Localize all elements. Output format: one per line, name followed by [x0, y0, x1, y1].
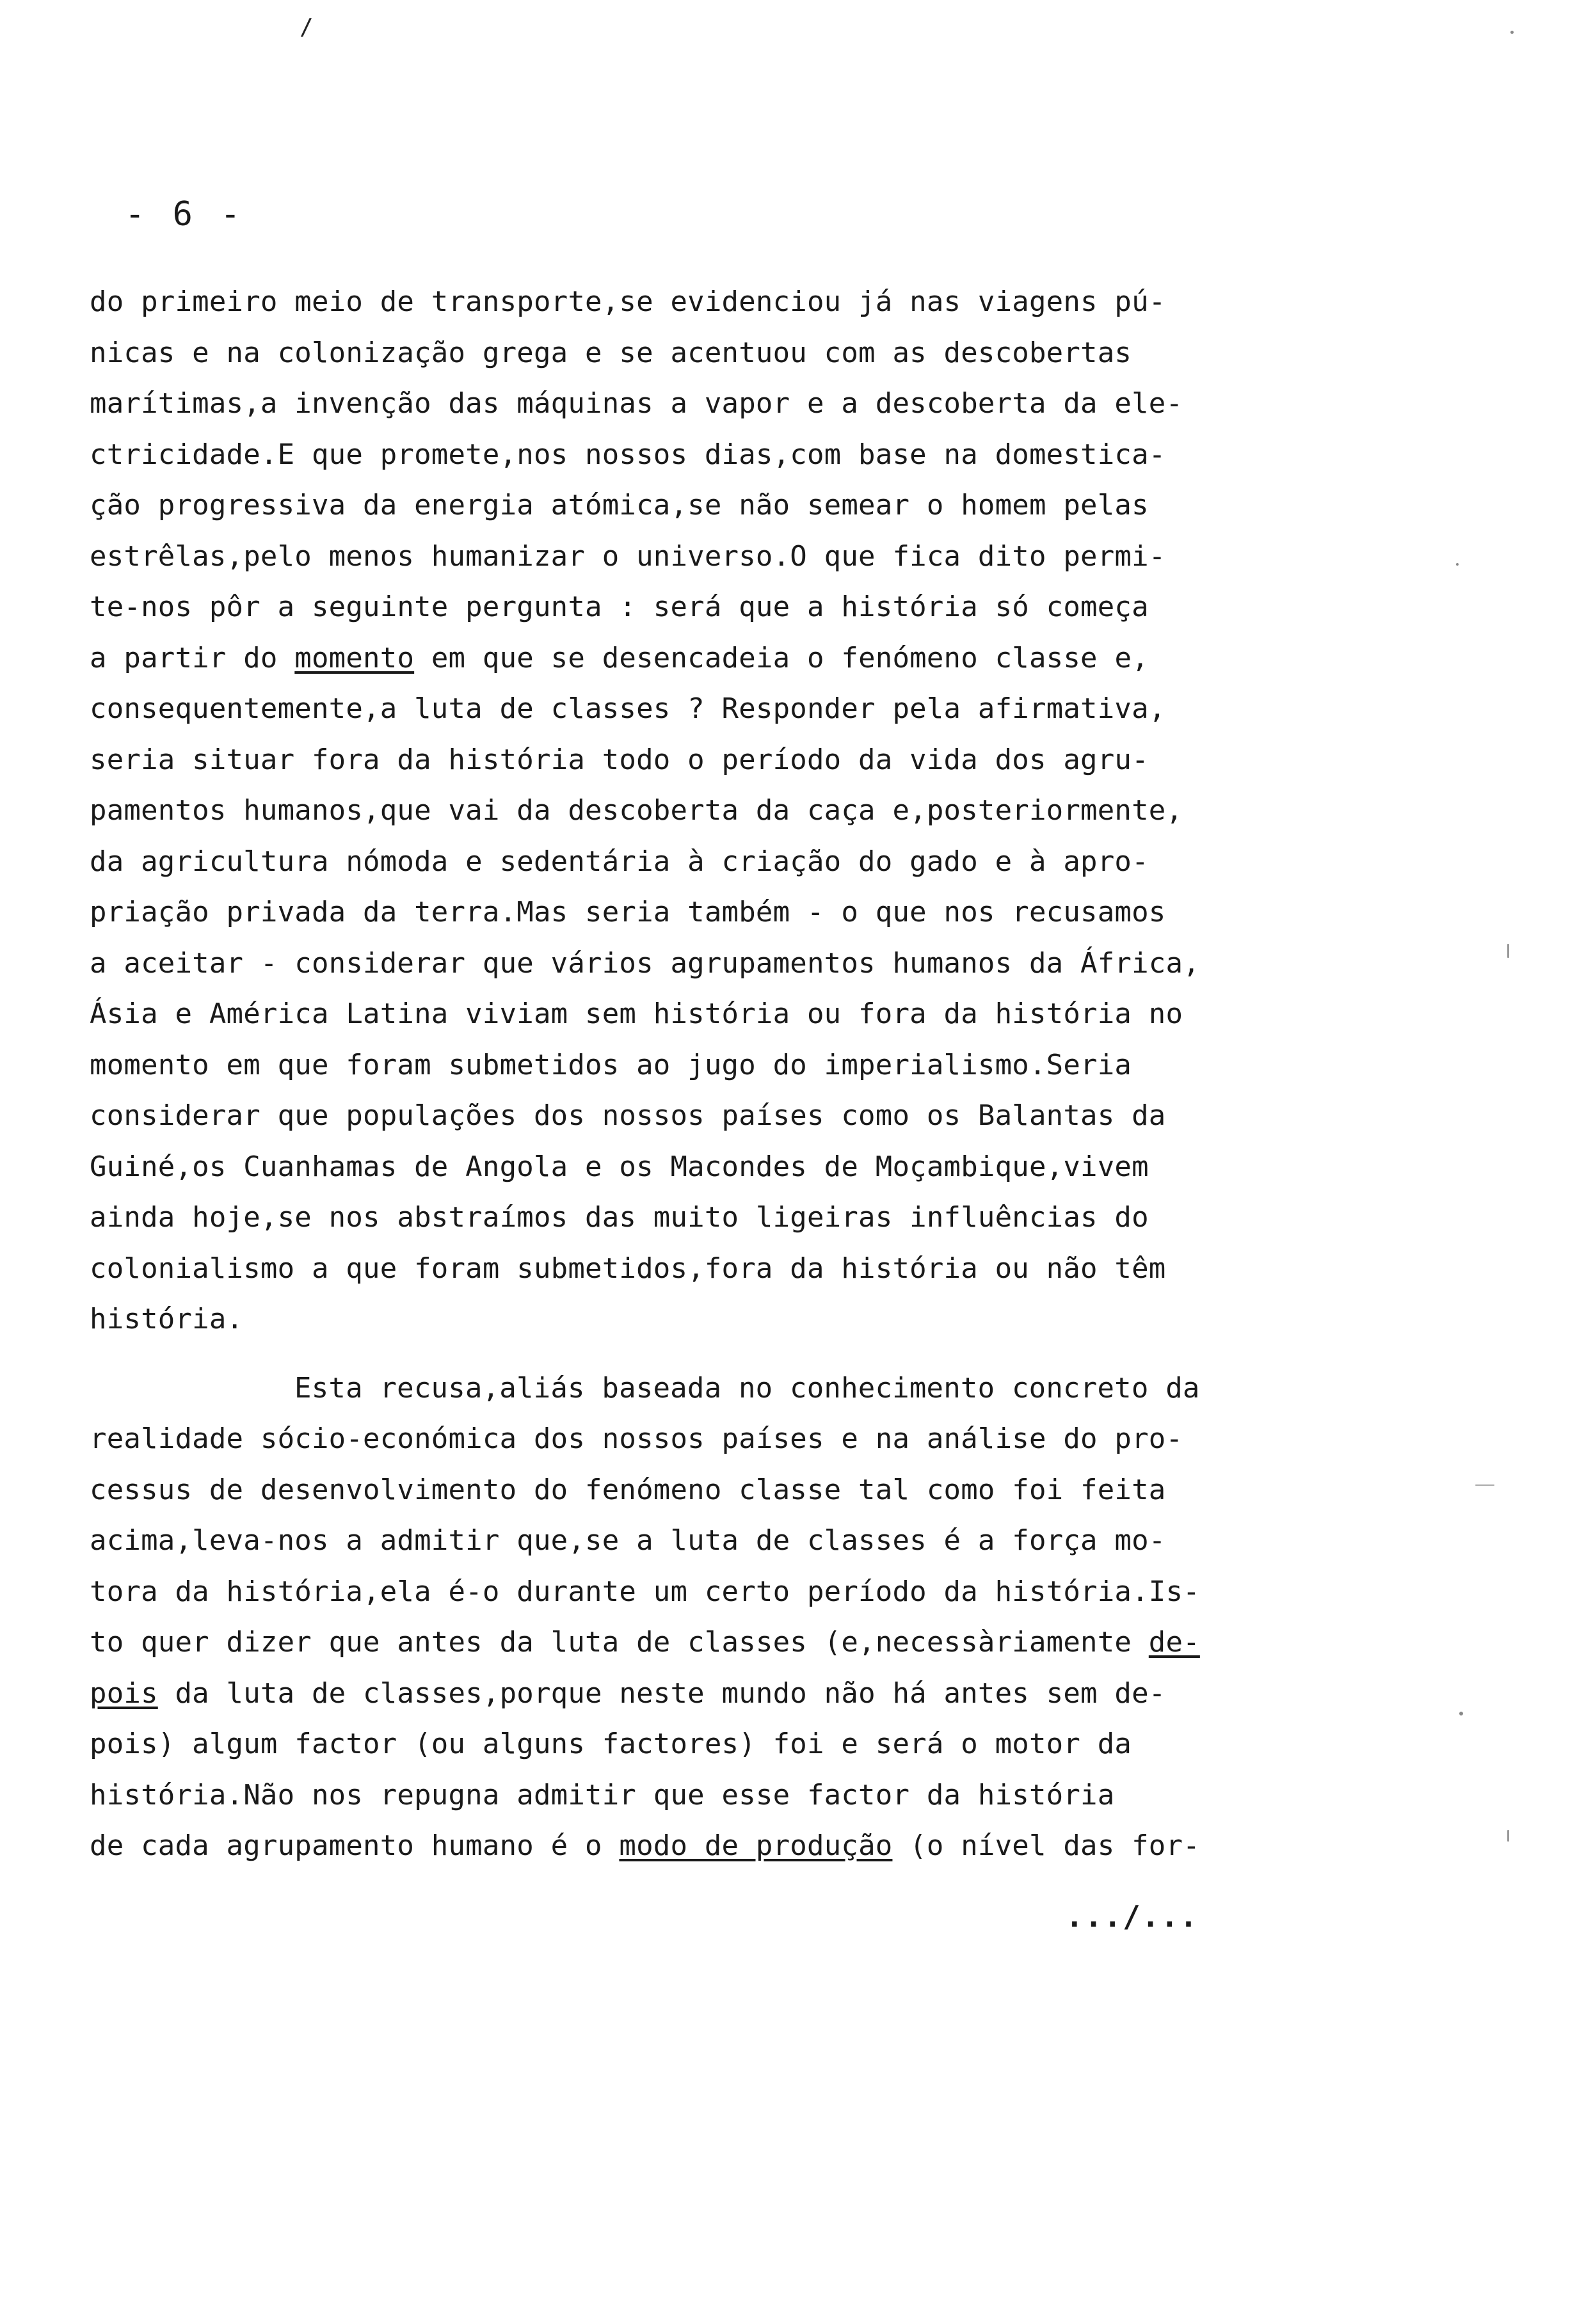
text-line: momento em que foram submetidos ao jugo do imperialismo.Seria: [90, 1048, 1132, 1081]
text-line: história.: [90, 1303, 244, 1335]
text-line: [90, 1820, 1325, 1872]
text-line: ção progressiva da energia atómica,se não semear o homem pelas: [90, 489, 1149, 521]
paragraph-2: [90, 1363, 1325, 1872]
text-line: estrêlas,pelo menos humanizar o universo.O que fica dito permi-: [90, 539, 1166, 573]
text-line: consequentemente,a luta de classes ? Responder pela afirmativa,: [90, 692, 1166, 725]
text-line: colonialismo a que foram submetidos,fora da história ou não têm: [90, 1252, 1166, 1285]
page-top-mark: /: [300, 14, 314, 40]
body-text: [90, 276, 1325, 1872]
text-segment: da luta de classes,porque neste mundo não há antes sem de-: [157, 1676, 1166, 1710]
text-line: Esta recusa,aliás baseada no conhecimento concreto da: [294, 1371, 1200, 1405]
page-number: - 6 -: [125, 195, 244, 234]
text-line: ctricidade.E que promete,nos nossos dias,com base na domestica-: [90, 438, 1166, 471]
text-line: [90, 633, 1325, 684]
text-line: história.Não nos repugna admitir que esse factor da história: [90, 1778, 1115, 1811]
text-segment: (o nível das for-: [892, 1829, 1200, 1862]
text-line: pamentos humanos,que vai da descoberta da caça e,posteriormente,: [90, 794, 1183, 827]
text-line: nicas e na colonização grega e se acentuou com as descobertas: [90, 336, 1132, 369]
text-line: acima,leva-nos a admitir que,se a luta de classes é a força mo-: [90, 1524, 1166, 1557]
text-line: te-nos pôr a seguinte pergunta : será que a história só começa: [90, 591, 1149, 623]
text-segment: a partir do: [90, 641, 295, 674]
text-line: [90, 1668, 1325, 1719]
text-line: considerar que populações dos nossos países como os Balantas da: [90, 1099, 1166, 1132]
text-line: a aceitar - considerar que vários agrupamentos humanos da África,: [90, 946, 1200, 980]
underlined-text: momento: [294, 641, 415, 674]
text-segment: em que se desencadeia o fenómeno classe e,: [414, 641, 1149, 674]
text-line: Ásia e América Latina viviam sem história ou fora da história no: [90, 998, 1183, 1030]
paragraph-1: [90, 276, 1325, 1345]
underlined-text: de-: [1148, 1626, 1200, 1659]
text-line: cessus de desenvolvimento do fenómeno classe tal como foi feita: [90, 1473, 1166, 1506]
text-line: Guiné,os Cuanhamas de Angola e os Macondes de Moçambique,vivem: [90, 1150, 1149, 1183]
underlined-text: modo de produção: [619, 1829, 893, 1862]
text-segment: to quer dizer que antes da luta de classes (e,necessàriamente: [90, 1626, 1149, 1659]
text-line: seria situar fora da história todo o período da vida dos agru-: [90, 743, 1149, 776]
text-segment: de cada agrupamento humano é o: [90, 1829, 620, 1862]
text-line: marítimas,a invenção das máquinas a vapor e a descoberta da ele-: [90, 387, 1183, 420]
text-line: pois) algum factor (ou alguns factores) foi e será o motor da: [90, 1728, 1132, 1760]
text-line: [90, 1617, 1325, 1668]
text-line: do primeiro meio de transporte,se evidenciou já nas viagens pú-: [90, 285, 1166, 318]
text-line: priação privada da terra.Mas seria também - o que nos recusamos: [90, 896, 1166, 928]
underlined-text: pois: [90, 1676, 158, 1710]
text-line: ainda hoje,se nos abstraímos das muito ligeiras influências do: [90, 1201, 1149, 1234]
text-line: tora da história,ela é-o durante um certo período da história.Is-: [90, 1575, 1200, 1608]
text-line: realidade sócio-económica dos nossos países e na análise do pro-: [90, 1422, 1183, 1455]
text-line: da agricultura nómoda e sedentária à criação do gado e à apro-: [90, 845, 1149, 878]
continuation-mark: .../...: [1066, 1899, 1199, 1934]
